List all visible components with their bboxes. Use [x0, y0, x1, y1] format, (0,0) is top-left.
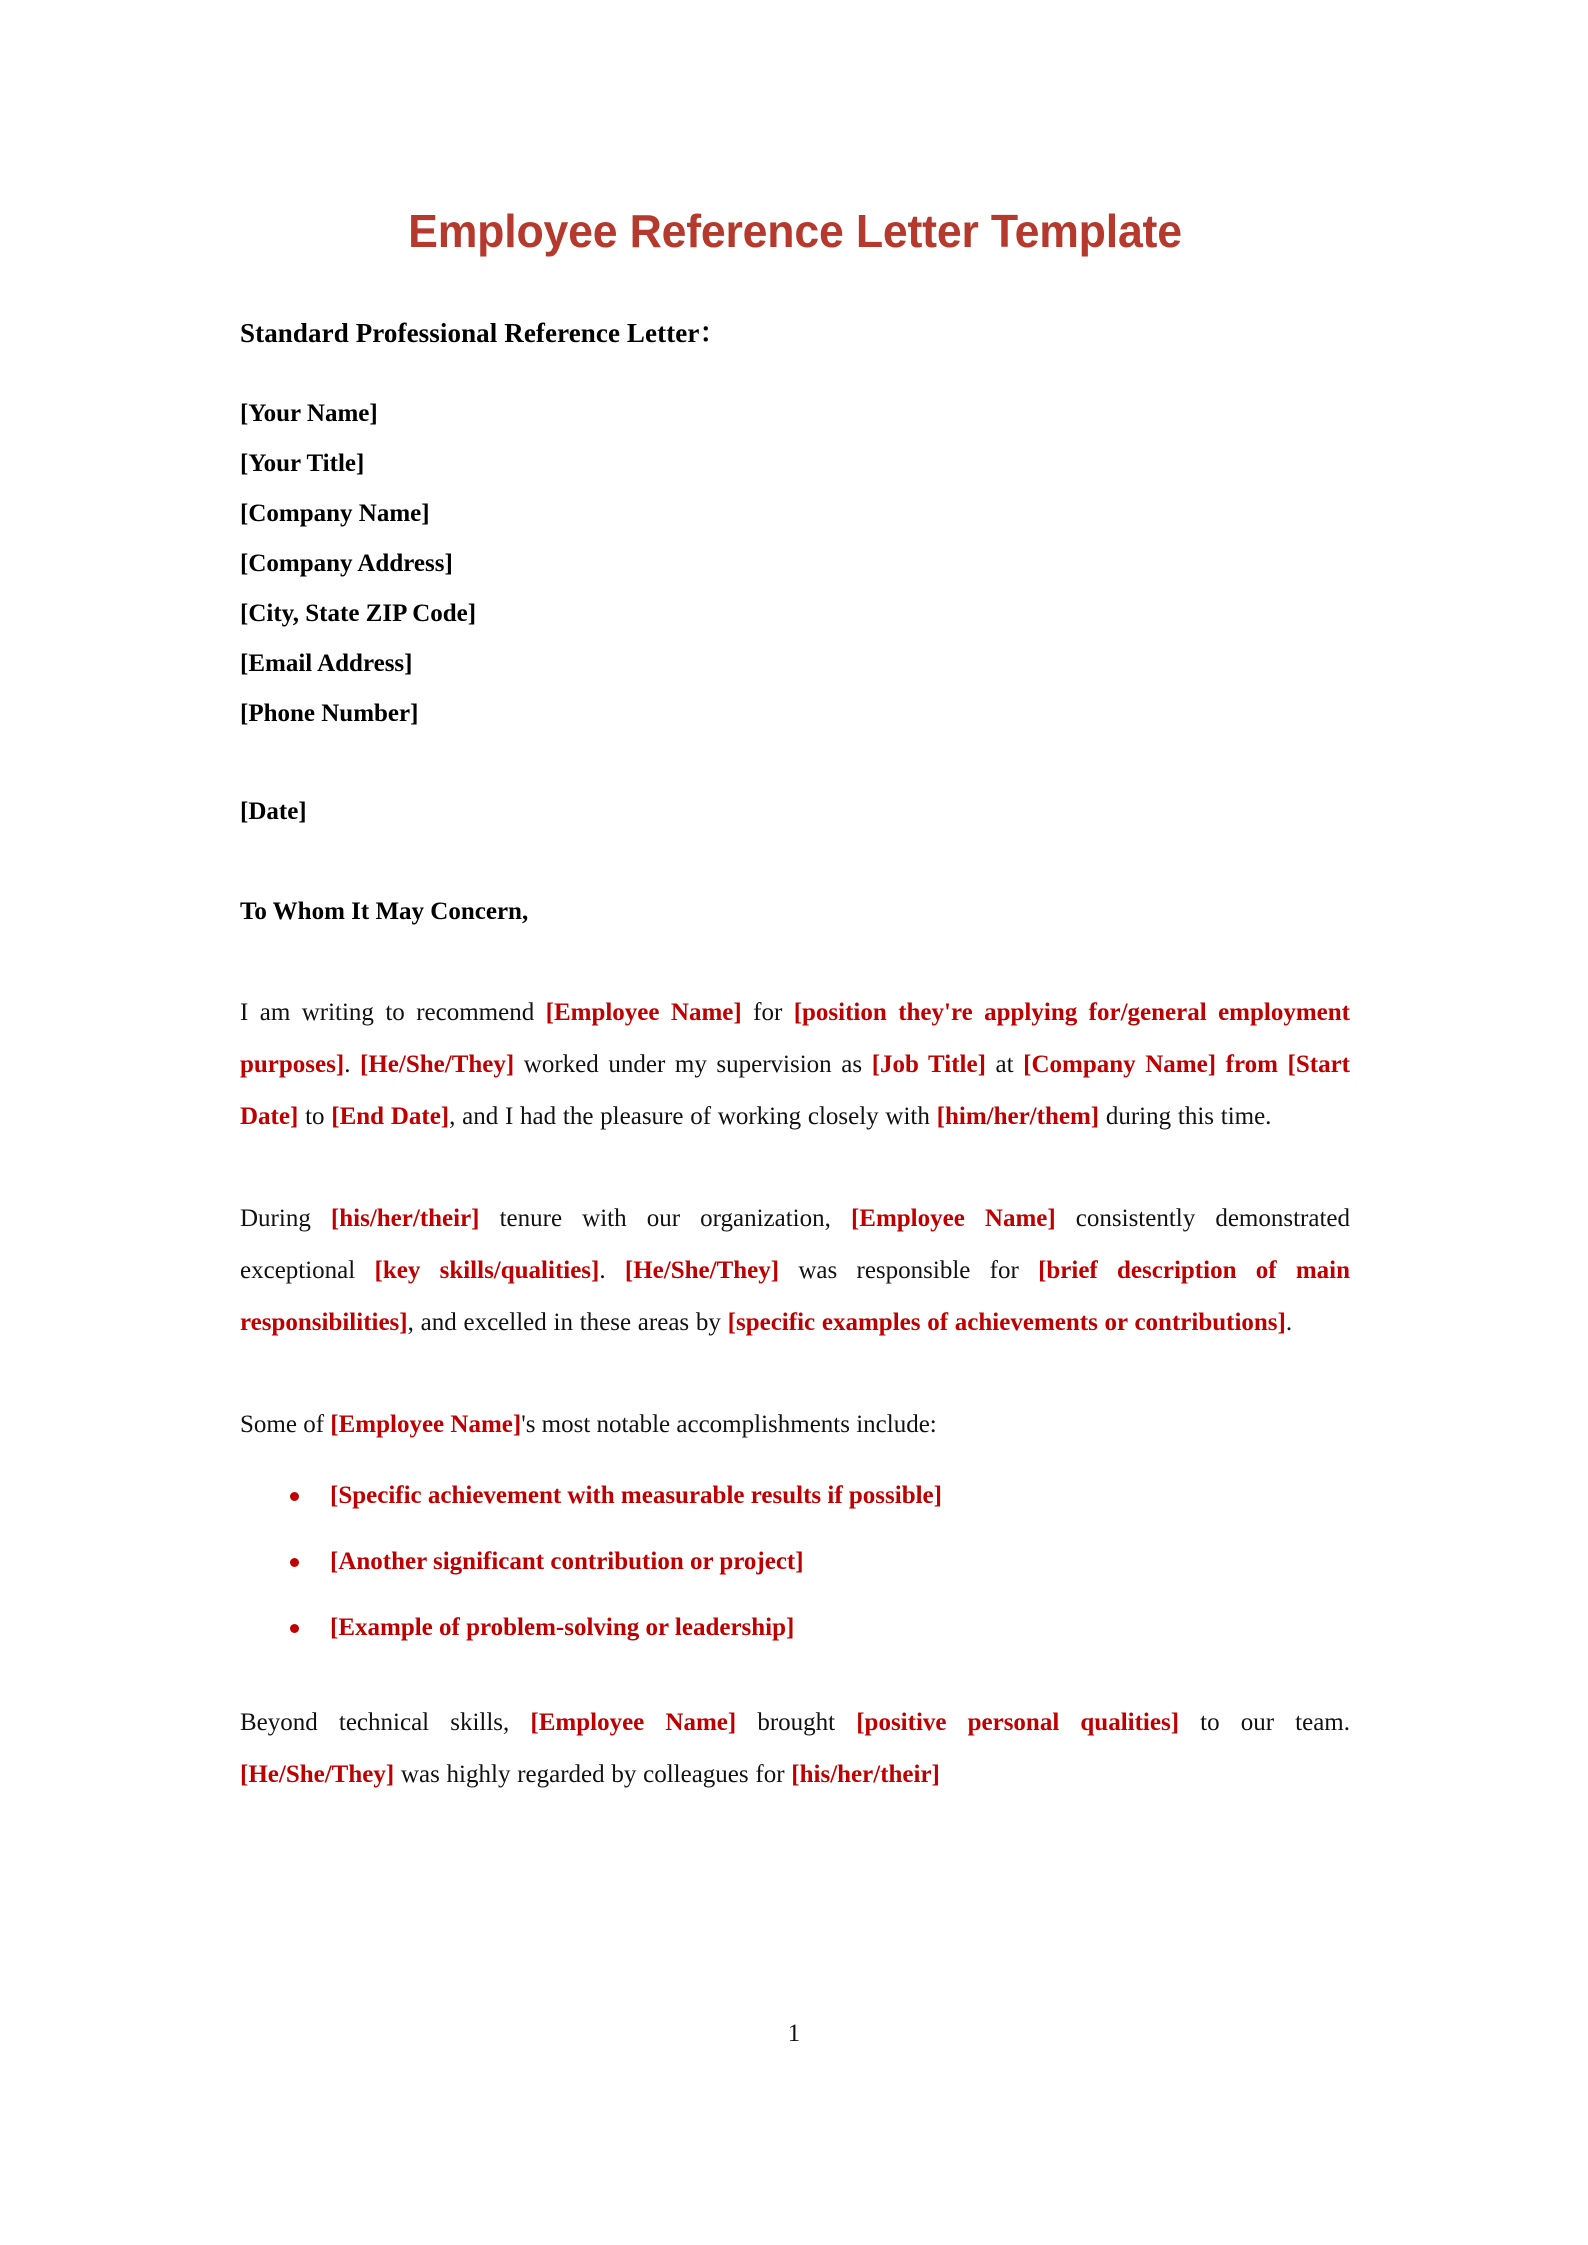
text-run: during this time.: [1099, 1102, 1272, 1130]
placeholder-employee-name: [Employee Name]: [545, 998, 742, 1026]
placeholder-pronoun-subject: [He/She/They]: [360, 1050, 515, 1078]
placeholder-key-skills: [key skills/qualities]: [374, 1256, 600, 1284]
text-run: for: [741, 998, 794, 1026]
sender-title-line: [Your Title]: [240, 449, 365, 477]
text-run: worked under my supervision as: [514, 1050, 872, 1078]
list-item-label: [Another significant contribution or project]: [330, 1547, 804, 1575]
list-item-label: [Example of problem-solving or leadership]: [330, 1613, 795, 1641]
page-title: Employee Reference Letter Template: [408, 205, 1182, 257]
placeholder-pronoun-possessive: [his/her/their]: [330, 1204, 480, 1232]
sender-phone-line: [Phone Number]: [240, 699, 419, 727]
text-run: , and excelled in these areas by: [407, 1308, 728, 1336]
placeholder-end-date: [End Date]: [331, 1102, 450, 1130]
accomplishments-list: [240, 1451, 1350, 1649]
text-run: .: [344, 1050, 361, 1078]
placeholder-responsibilities: [brief description of main responsibilities]: [240, 1256, 1351, 1336]
sender-city-line: [City, State ZIP Code]: [240, 599, 477, 627]
placeholder-company-and-start-date: [Company Name] from [Start Date]: [240, 1050, 1351, 1130]
text-run: 's most notable accomplishments include:: [521, 1410, 937, 1438]
text-run: was highly regarded by colleagues for: [394, 1760, 792, 1788]
sender-name-line: [Your Name]: [240, 399, 378, 427]
placeholder-pronoun-object: [him/her/them]: [936, 1102, 1100, 1130]
text-run: to: [298, 1102, 332, 1130]
placeholder-pronoun-subject: [He/She/They]: [240, 1760, 395, 1788]
salutation-line: To Whom It May Concern,: [240, 897, 529, 925]
placeholder-pronoun-possessive: [his/her/their]: [791, 1760, 940, 1788]
section-heading: Standard Professional Reference Letter：: [240, 317, 727, 348]
body-paragraph-1: [240, 937, 1350, 1143]
page-number: 1: [787, 2020, 801, 2047]
sender-company-line: [Company Name]: [240, 499, 430, 527]
text-run: brought: [736, 1708, 857, 1736]
placeholder-employee-name: [Employee Name]: [530, 1708, 737, 1736]
text-run: , and I had the pleasure of working closely with: [449, 1102, 937, 1130]
text-run: .: [599, 1256, 625, 1284]
text-run: was responsible for: [779, 1256, 1039, 1284]
body-paragraph-3: [240, 1649, 1350, 1801]
text-run: .: [1285, 1308, 1293, 1336]
text-run: at: [985, 1050, 1024, 1078]
sender-address-block: [240, 351, 1350, 739]
text-run: consistently demonstrated exceptional: [240, 1204, 1351, 1284]
placeholder-employee-name: [Employee Name]: [330, 1410, 522, 1438]
text-run: to our team.: [1179, 1708, 1350, 1736]
date-line: [Date]: [240, 797, 307, 825]
list-item: [240, 1607, 1350, 1649]
list-item: [240, 1541, 1350, 1583]
text-run: tenure with our organization,: [479, 1204, 851, 1232]
placeholder-position: [position they're applying for/general employment purposes]: [240, 998, 1350, 1078]
placeholder-pronoun-subject: [He/She/They]: [624, 1256, 780, 1284]
placeholder-employee-name: [Employee Name]: [850, 1204, 1056, 1232]
bullet-dot-icon: [290, 1558, 299, 1567]
list-item: [240, 1475, 1350, 1517]
placeholder-personal-qualities: [positive personal qualities]: [856, 1708, 1180, 1736]
body-paragraph-2: [240, 1143, 1350, 1349]
bullet-dot-icon: [290, 1624, 299, 1633]
text-run: Some of: [240, 1410, 331, 1438]
placeholder-job-title: [Job Title]: [871, 1050, 986, 1078]
text-run: During: [240, 1204, 331, 1232]
bullet-dot-icon: [290, 1492, 299, 1501]
list-item-label: [Specific achievement with measurable results if possible]: [330, 1481, 942, 1509]
accomplishments-lead-in: [240, 1349, 1350, 1451]
document-content: [240, 0, 1350, 1801]
placeholder-achievements: [specific examples of achievements or contributions]: [727, 1308, 1286, 1336]
text-run: I am writing to recommend: [240, 998, 546, 1026]
text-run: Beyond technical skills,: [240, 1708, 531, 1736]
sender-address-line: [Company Address]: [240, 549, 453, 577]
sender-email-line: [Email Address]: [240, 649, 413, 677]
